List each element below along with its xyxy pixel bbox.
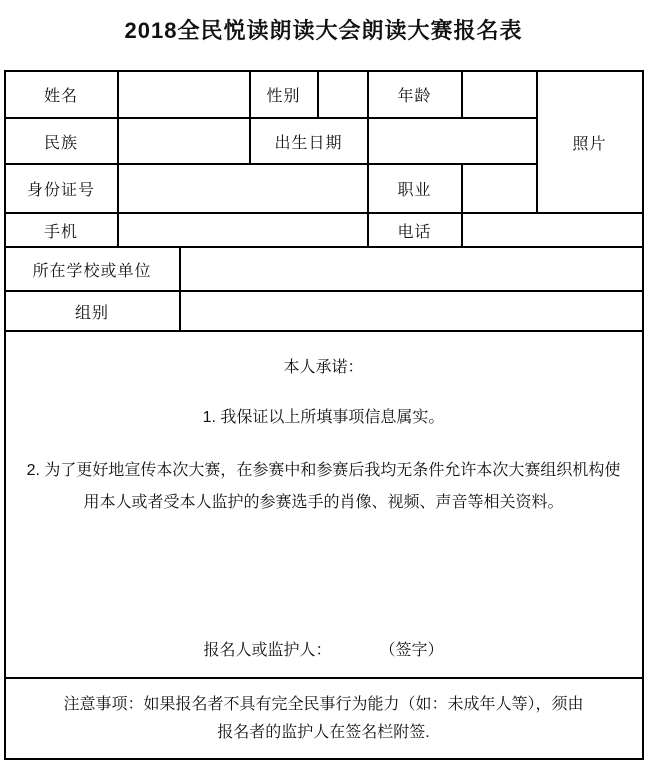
mobile-input-cell[interactable]	[118, 213, 368, 247]
photo-cell[interactable]: 照片	[537, 71, 643, 213]
group-label: 组别	[5, 291, 180, 331]
id-number-input-cell[interactable]	[118, 164, 368, 213]
occupation-input-cell[interactable]	[462, 164, 537, 213]
ethnicity-label: 民族	[5, 118, 118, 164]
group-input-cell[interactable]	[180, 291, 643, 331]
promise-cell	[5, 331, 643, 678]
promise-item-1: 1. 我保证以上所填事项信息属实。	[202, 408, 445, 426]
birth-date-label: 出生日期	[250, 118, 368, 164]
gender-input-cell[interactable]	[318, 71, 368, 118]
promise-heading: 本人承诺：	[283, 358, 364, 376]
notes-line-2: 报名者的监护人在签名栏附签.	[217, 723, 430, 741]
promise-item-2	[6, 455, 642, 519]
notes-cell	[5, 678, 643, 759]
gender-label: 性别	[250, 71, 318, 118]
mobile-label: 手机	[5, 213, 118, 247]
promise-item-2-line-1: 2. 为了更好地宣传本次大赛，在参赛中和参赛后我均无条件允许本次大赛组织机构使	[26, 461, 621, 479]
name-label: 姓名	[5, 71, 118, 118]
occupation-label: 职业	[368, 164, 462, 213]
page-title: 2018全民悦读朗读大会朗读大赛报名表	[124, 18, 523, 43]
name-input-cell[interactable]	[118, 71, 250, 118]
registration-form-table	[4, 70, 644, 760]
notes-line-1: 注意事项：如果报名者不具有完全民事行为能力（如：未成年人等），须由	[63, 695, 584, 713]
row-group	[5, 291, 643, 331]
phone-input-cell[interactable]	[462, 213, 643, 247]
id-number-label: 身份证号	[5, 164, 118, 213]
age-label: 年龄	[368, 71, 462, 118]
row-name-gender-age	[5, 71, 643, 118]
promise-item-2-line-2: 用本人或者受本人监护的参赛选手的肖像、视频、声音等相关资料。	[83, 493, 564, 511]
row-promise	[5, 331, 643, 678]
row-mobile-phone	[5, 213, 643, 247]
row-notes	[5, 678, 643, 759]
ethnicity-input-cell[interactable]	[118, 118, 250, 164]
school-label: 所在学校或单位	[5, 247, 180, 291]
signature-line[interactable]: 报名人或监护人： （签字）	[203, 641, 444, 659]
age-input-cell[interactable]	[462, 71, 537, 118]
school-input-cell[interactable]	[180, 247, 643, 291]
row-school	[5, 247, 643, 291]
phone-label: 电话	[368, 213, 462, 247]
birth-date-input-cell[interactable]	[368, 118, 537, 164]
